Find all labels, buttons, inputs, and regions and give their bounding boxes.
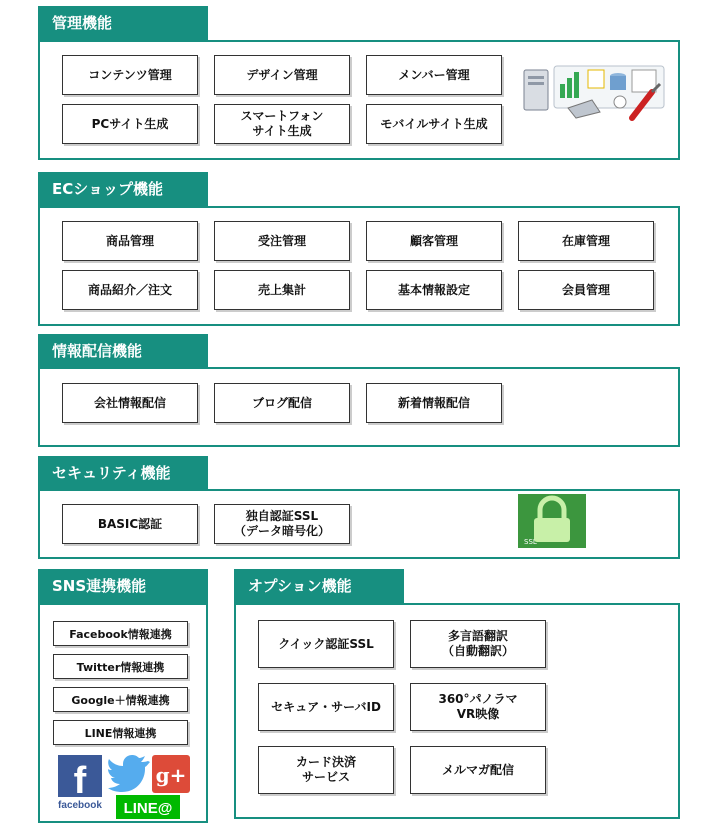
option-item-card-payment[interactable]: カード決済 サービス bbox=[258, 746, 394, 794]
line-at-logo-text: LINE@ bbox=[123, 800, 173, 817]
admin-item-pc-site[interactable]: PCサイト生成 bbox=[62, 104, 198, 144]
ec-item-customer[interactable]: 顧客管理 bbox=[366, 221, 502, 261]
googleplus-logo-text: g+ bbox=[155, 763, 187, 787]
section-title-ec: ECショップ機能 bbox=[38, 172, 208, 206]
ec-item-order[interactable]: 受注管理 bbox=[214, 221, 350, 261]
info-item-news[interactable]: 新着情報配信 bbox=[366, 383, 502, 423]
ec-item-product-order[interactable]: 商品紹介／注文 bbox=[62, 270, 198, 310]
section-title-info: 情報配信機能 bbox=[38, 334, 208, 368]
option-item-mail-magazine[interactable]: メルマガ配信 bbox=[410, 746, 546, 794]
security-item-basic-auth[interactable]: BASIC認証 bbox=[62, 504, 198, 544]
info-item-company[interactable]: 会社情報配信 bbox=[62, 383, 198, 423]
ec-item-membership[interactable]: 会員管理 bbox=[518, 270, 654, 310]
ec-item-sales[interactable]: 売上集計 bbox=[214, 270, 350, 310]
option-item-translation[interactable]: 多言語翻訳 （自動翻訳） bbox=[410, 620, 546, 668]
line-at-icon[interactable] bbox=[116, 795, 180, 819]
security-item-ssl[interactable]: 独自認証SSL （データ暗号化） bbox=[214, 504, 350, 544]
twitter-icon[interactable] bbox=[108, 755, 150, 793]
googleplus-icon[interactable] bbox=[152, 755, 190, 793]
sns-item-line[interactable]: LINE情報連携 bbox=[53, 720, 188, 745]
facebook-logo-letter: f bbox=[73, 760, 87, 802]
section-title-option: オプション機能 bbox=[234, 569, 404, 603]
admin-item-smartphone-site[interactable]: スマートフォン サイト生成 bbox=[214, 104, 350, 144]
info-item-blog[interactable]: ブログ配信 bbox=[214, 383, 350, 423]
admin-item-member[interactable]: メンバー管理 bbox=[366, 55, 502, 95]
section-title-security: セキュリティ機能 bbox=[38, 456, 208, 490]
option-item-360-panorama[interactable]: 360°パノラマ VR映像 bbox=[410, 683, 546, 731]
option-item-quick-ssl[interactable]: クイック認証SSL bbox=[258, 620, 394, 668]
admin-item-mobile-site[interactable]: モバイルサイト生成 bbox=[366, 104, 502, 144]
sns-item-twitter[interactable]: Twitter情報連携 bbox=[53, 654, 188, 679]
sns-item-facebook[interactable]: Facebook情報連携 bbox=[53, 621, 188, 646]
section-title-sns: SNS連携機能 bbox=[38, 569, 208, 603]
facebook-icon[interactable] bbox=[58, 755, 102, 811]
ssl-lock-icon bbox=[518, 494, 586, 548]
ssl-badge-text: SSL bbox=[524, 538, 537, 546]
facebook-logo-caption: facebook bbox=[58, 800, 102, 811]
server-tools-illustration bbox=[520, 58, 670, 124]
ec-item-basic-info[interactable]: 基本情報設定 bbox=[366, 270, 502, 310]
admin-item-contents[interactable]: コンテンツ管理 bbox=[62, 55, 198, 95]
admin-item-design[interactable]: デザイン管理 bbox=[214, 55, 350, 95]
ec-item-stock[interactable]: 在庫管理 bbox=[518, 221, 654, 261]
option-item-secure-server-id[interactable]: セキュア・サーバID bbox=[258, 683, 394, 731]
sns-item-googleplus[interactable]: Google＋情報連携 bbox=[53, 687, 188, 712]
section-title-admin: 管理機能 bbox=[38, 6, 208, 40]
ec-item-product[interactable]: 商品管理 bbox=[62, 221, 198, 261]
